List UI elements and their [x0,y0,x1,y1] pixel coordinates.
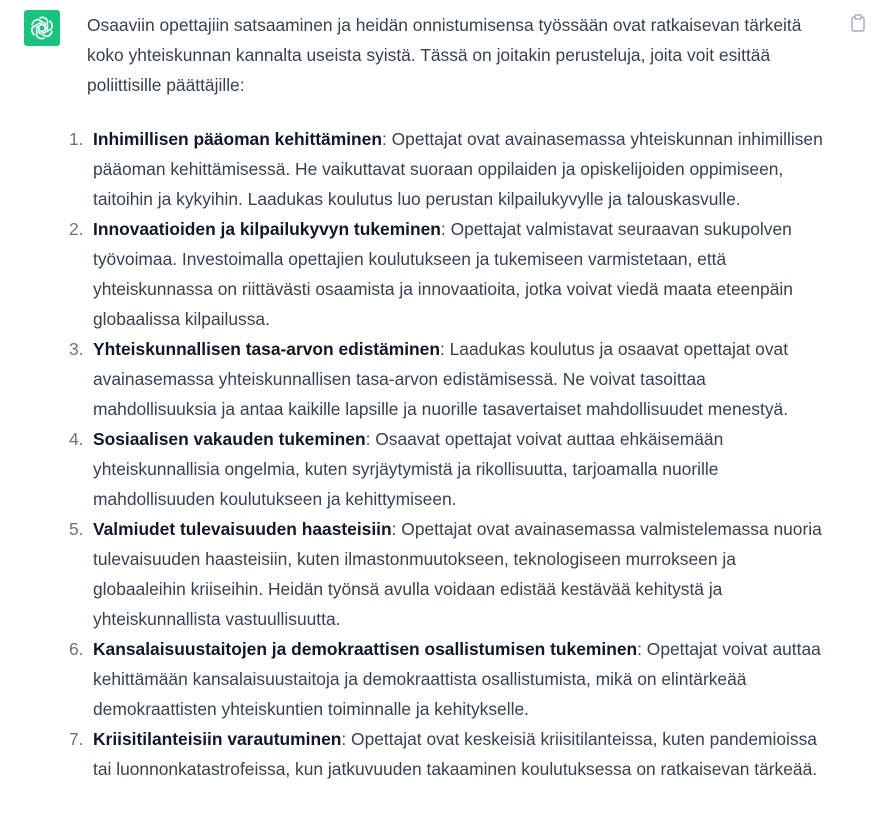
list-item [69,724,832,784]
list-item-title: Inhimillisen pääoman kehittäminen [93,129,382,149]
list-item-text: : Opettajat voivat auttaa kehittämään kansalaisuustaitoja ja demokraattista osallistumista, mikä on elintärkeää demokraattisten yhteiskuntien toiminnalle ja kehitykselle. [93,639,821,719]
intro-paragraph: Osaaviin opettajiin satsaaminen ja heidän onnistumisensa työssään ovat ratkaisevan tärkeitä koko yhteiskunnan kannalta useista syistä. Tässä on joitakin perusteluja, joita voit esittää poliittisille päättäjille: [87,15,802,95]
list-item-title: Yhteiskunnallisen tasa-arvon edistäminen [93,339,440,359]
list-item-number: 5. [69,519,84,539]
list-item-title: Kriisitilanteisiin varautuminen [93,729,342,749]
list-item [69,424,832,514]
list-item-number: 1. [69,129,84,149]
copy-button[interactable] [850,14,866,32]
list-item-text: : Laadukas koulutus ja osaavat opettajat ovat avainasemassa yhteiskunnallisen tasa-arvon edistämisessä. Ne voivat tasoittaa mahdollisuuksia ja antaa kaikille lapsille ja nuorille tasavertaiset mahdollisuudet menestyä. [93,339,789,419]
list-item-title: Innovaatioiden ja kilpailukyvyn tukeminen [93,219,441,239]
list-item-number: 4. [69,429,84,449]
list-item-number: 6. [69,639,84,659]
list-item [69,514,832,634]
list-item-number: 3. [69,339,84,359]
list-item-title: Sosiaalisen vakauden tukeminen [93,429,366,449]
list-item-text: : Osaavat opettajat voivat auttaa ehkäisemään yhteiskunnallisia ongelmia, kuten syrjäytymistä ja rikollisuutta, tarjoamalla nuorille mahdollisuuden koulutukseen ja kehittymiseen. [93,429,724,509]
list-item-text: : Opettajat ovat keskeisiä kriisitilanteissa, kuten pandemioissa tai luonnonkatastrofeissa, kun jatkuvuuden takaaminen koulutuksessa on ratkaisevan tärkeää. [93,729,818,779]
arguments-list [69,124,832,784]
list-item [69,334,832,424]
list-item-text: : Opettajat valmistavat seuraavan sukupolven työvoimaa. Investoimalla opettajien koulutukseen ja tukemiseen varmistetaan, että yhteiskunnassa on riittävästi osaamista ja innovaatioita, jotka voivat viedä maata eteenpäin globaalissa kilpailussa. [93,219,793,329]
list-item-text: : Opettajat ovat avainasemassa yhteiskunnan inhimillisen pääoman kehittämisessä. He vaikuttavat suoraan oppilaiden ja opiskelijoiden oppimiseen, taitoihin ja kykyihin. Laadukas koulutus luo perustan kilpailukyvylle ja talouskasvulle. [93,129,823,209]
list-item-text: : Opettajat ovat avainasemassa valmistelemassa nuoria tulevaisuuden haasteisiin, kuten ilmastonmuutokseen, teknologiseen murrokseen ja globaaleihin kriiseihin. Heidän työnsä avulla voidaan edistää kestävää kehitystä ja yhteiskunnallista vastuullisuutta. [93,519,822,629]
list-item [69,634,832,724]
clipboard-icon [850,14,866,32]
openai-logo-icon [29,15,55,41]
list-item [69,124,832,214]
list-item [69,214,832,334]
list-item-number: 7. [69,729,84,749]
message-content [69,10,832,784]
list-item-number: 2. [69,219,84,239]
list-item-title: Kansalaisuustaitojen ja demokraattisen osallistumisen tukeminen [93,639,638,659]
assistant-avatar [24,10,60,46]
list-item-title: Valmiudet tulevaisuuden haasteisiin [93,519,392,539]
